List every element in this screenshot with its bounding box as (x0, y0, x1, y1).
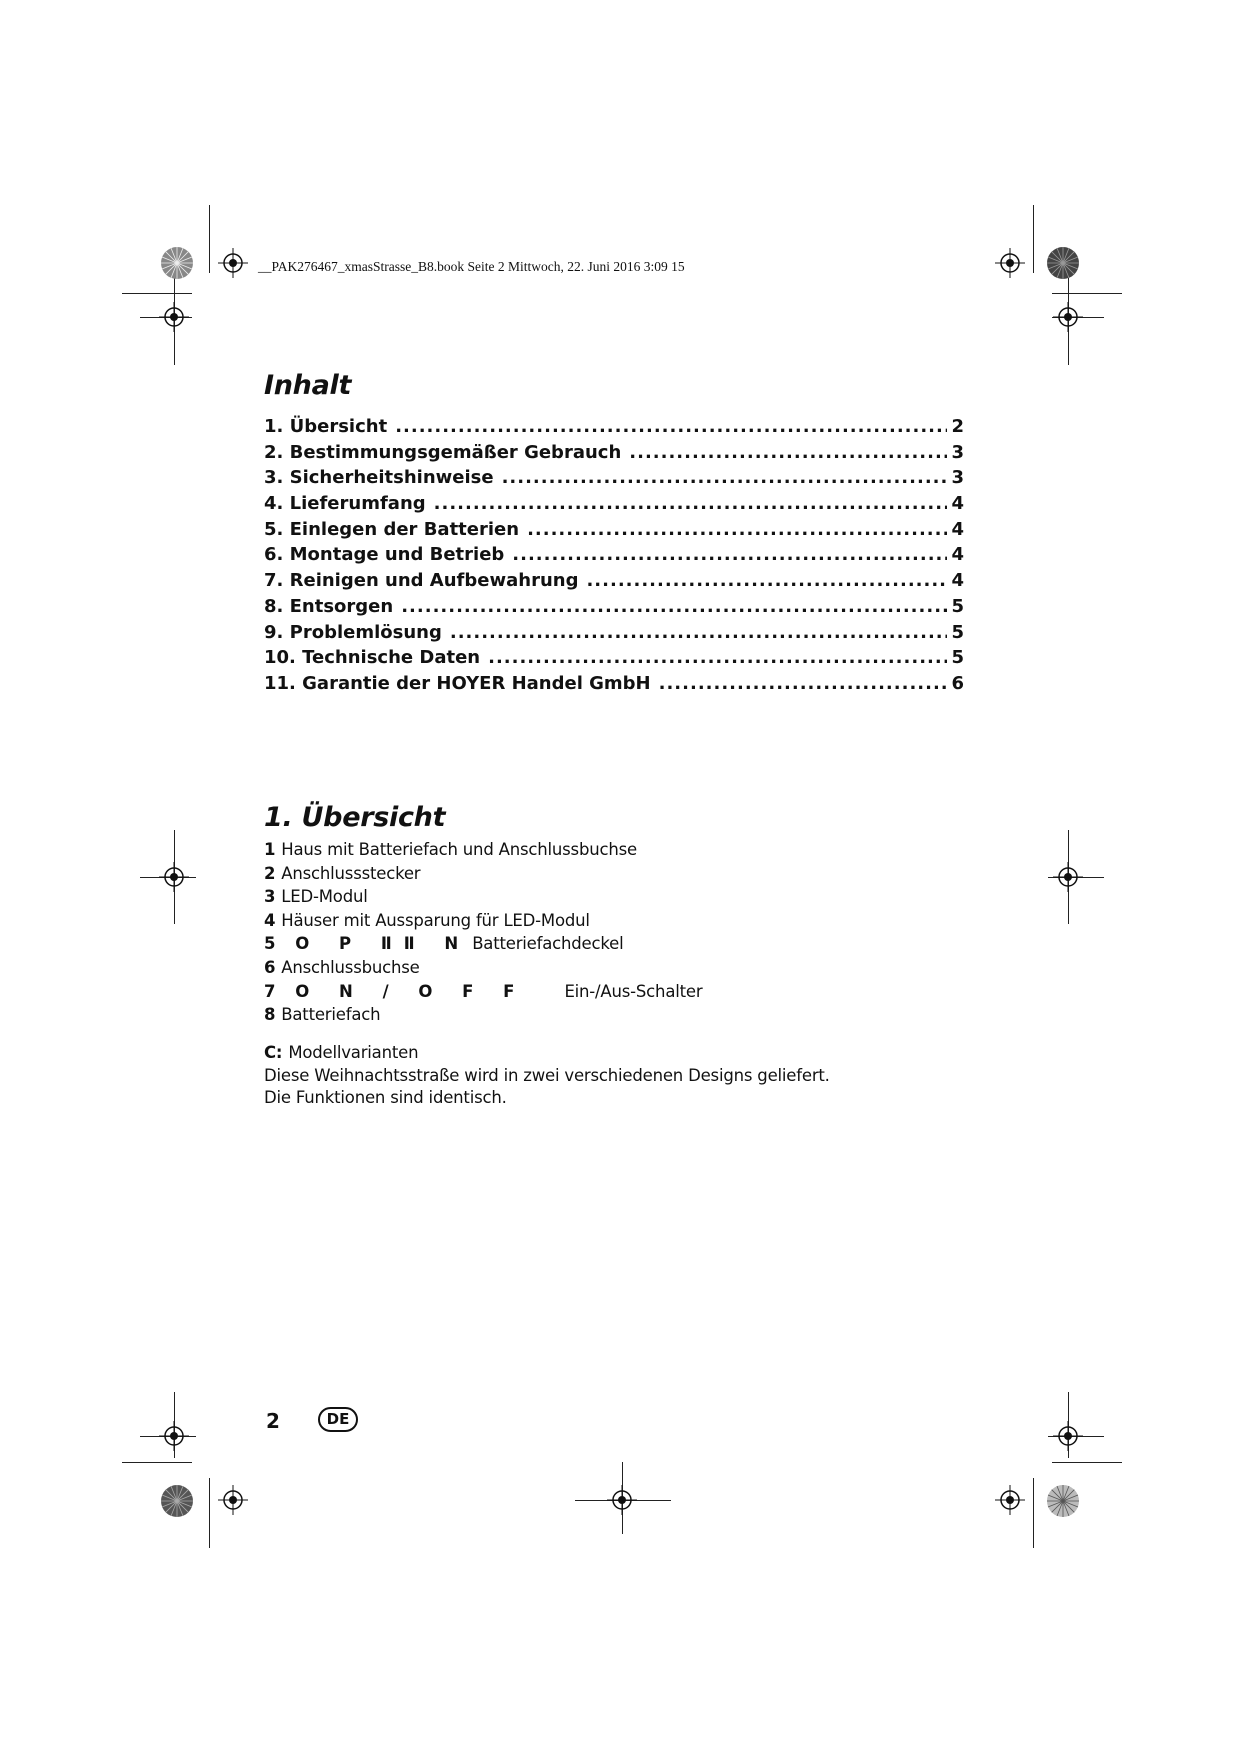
toc-leader (434, 493, 948, 514)
toc-entry-label: 9. Problemlösung (264, 621, 442, 643)
toc-entry[interactable] (264, 519, 964, 545)
part-description: Ein-/Aus-Schalter (564, 981, 703, 1001)
toc-entry-label: 3. Sicherheitshinweise (264, 467, 494, 489)
print-slug: __PAK276467_xmasStrasse_B8.book Seite 2 Mittwoch, 22. Juni 2016 3:09 15 (258, 259, 685, 274)
toc-entry-label: 4. Lieferumfang (264, 493, 426, 515)
registration-target (159, 1421, 189, 1451)
toc-entry-page: 5 (951, 621, 964, 643)
registration-target (1053, 302, 1083, 332)
toc-entry[interactable] (264, 493, 964, 519)
contents-title: Inhalt (264, 370, 352, 401)
part-description: Haus mit Batteriefach und Anschlussbuchse (281, 840, 637, 859)
toc-entry[interactable] (264, 596, 964, 622)
toc-entry-label: 5. Einlegen der Batterien (264, 518, 520, 540)
list-item (264, 887, 702, 911)
list-item (264, 982, 702, 1006)
variants-text-line: Die Funktionen sind identisch. (264, 1088, 507, 1107)
page-number: 2 (266, 1409, 280, 1433)
list-item (264, 864, 702, 888)
open-marker: O P ⅡⅡ N (295, 934, 471, 954)
toc-leader (586, 570, 947, 591)
list-item (264, 1005, 702, 1029)
toc-entry[interactable] (264, 647, 964, 673)
toc-entry[interactable] (264, 622, 964, 648)
overview-title: 1. Übersicht (264, 802, 446, 833)
registration-target (995, 248, 1025, 278)
parts-list (264, 840, 702, 1029)
registration-target (218, 1485, 248, 1515)
list-item (264, 934, 702, 958)
toc-leader (395, 416, 947, 437)
toc-entry[interactable] (264, 467, 964, 493)
toc-entry-label: 8. Entsorgen (264, 595, 394, 617)
toc-leader (659, 673, 948, 694)
toc-entry-label: 10. Technische Daten (264, 647, 481, 669)
variants-text-line: Diese Weihnachtsstraße wird in zwei verschiedenen Designs geliefert. (264, 1066, 830, 1085)
toc-entry[interactable] (264, 416, 964, 442)
part-description: Häuser mit Aussparung für LED-Modul (281, 910, 590, 930)
registration-target (159, 302, 189, 332)
list-item (264, 958, 702, 982)
registration-target (1053, 1421, 1083, 1451)
toc-entry-label: 7. Reinigen und Aufbewahrung (264, 570, 579, 592)
toc-entry-label: 1. Übersicht (264, 416, 388, 437)
toc-entry-page: 5 (951, 647, 964, 669)
toc-entry-page: 4 (951, 544, 964, 566)
part-number: 6 (264, 957, 276, 977)
part-number: 1 (264, 840, 276, 859)
toc-leader (450, 622, 948, 643)
toc-entry-page: 6 (951, 672, 964, 694)
toc-entry[interactable] (264, 442, 964, 468)
part-number: 4 (264, 910, 276, 930)
toc-entry-page: 4 (951, 518, 964, 540)
registration-target (607, 1485, 637, 1515)
toc-leader (527, 519, 947, 540)
part-number: 8 (264, 1005, 276, 1025)
toc-entry-page: 3 (951, 467, 964, 489)
part-number: 3 (264, 887, 276, 907)
registration-target (159, 862, 189, 892)
calibration-wheel (1046, 246, 1080, 280)
toc-entry-page: 5 (951, 595, 964, 617)
toc-leader (512, 544, 947, 565)
registration-target (995, 1485, 1025, 1515)
toc-entry[interactable] (264, 673, 964, 699)
toc-entry-page: 4 (951, 493, 964, 515)
language-badge: DE (318, 1407, 358, 1432)
calibration-wheel (160, 246, 194, 280)
registration-target (218, 248, 248, 278)
list-item (264, 840, 702, 864)
list-item (264, 911, 702, 935)
part-description: Batteriefachdeckel (472, 934, 624, 954)
toc-entry[interactable] (264, 544, 964, 570)
table-of-contents (264, 416, 964, 699)
calibration-wheel (1046, 1484, 1080, 1518)
toc-entry-label: 11. Garantie der HOYER Handel GmbH (264, 672, 651, 694)
toc-entry-page: 4 (951, 570, 964, 592)
toc-entry-page: 2 (951, 416, 964, 437)
toc-leader (488, 647, 947, 668)
variants-label: C: (264, 1043, 283, 1062)
variants-title: Modellvarianten (288, 1043, 419, 1062)
toc-entry-page: 3 (951, 441, 964, 463)
toc-entry-label: 6. Montage und Betrieb (264, 544, 505, 566)
part-number: 7 (264, 981, 276, 1001)
part-number: 5 (264, 934, 276, 954)
part-description: Batteriefach (281, 1005, 381, 1025)
toc-entry-label: 2. Bestimmungsgemäßer Gebrauch (264, 441, 622, 463)
part-description: LED-Modul (281, 887, 368, 907)
calibration-wheel (160, 1484, 194, 1518)
toc-entry[interactable] (264, 570, 964, 596)
variants-heading (264, 1043, 418, 1062)
toc-leader (401, 596, 947, 617)
part-number: 2 (264, 863, 276, 883)
part-description: Anschlussbuchse (281, 957, 420, 977)
toc-leader (502, 467, 948, 488)
toc-leader (629, 442, 947, 463)
registration-target (1053, 862, 1083, 892)
on-off-marker: O N / O F F (295, 981, 527, 1001)
part-description: Anschlussstecker (281, 863, 421, 883)
